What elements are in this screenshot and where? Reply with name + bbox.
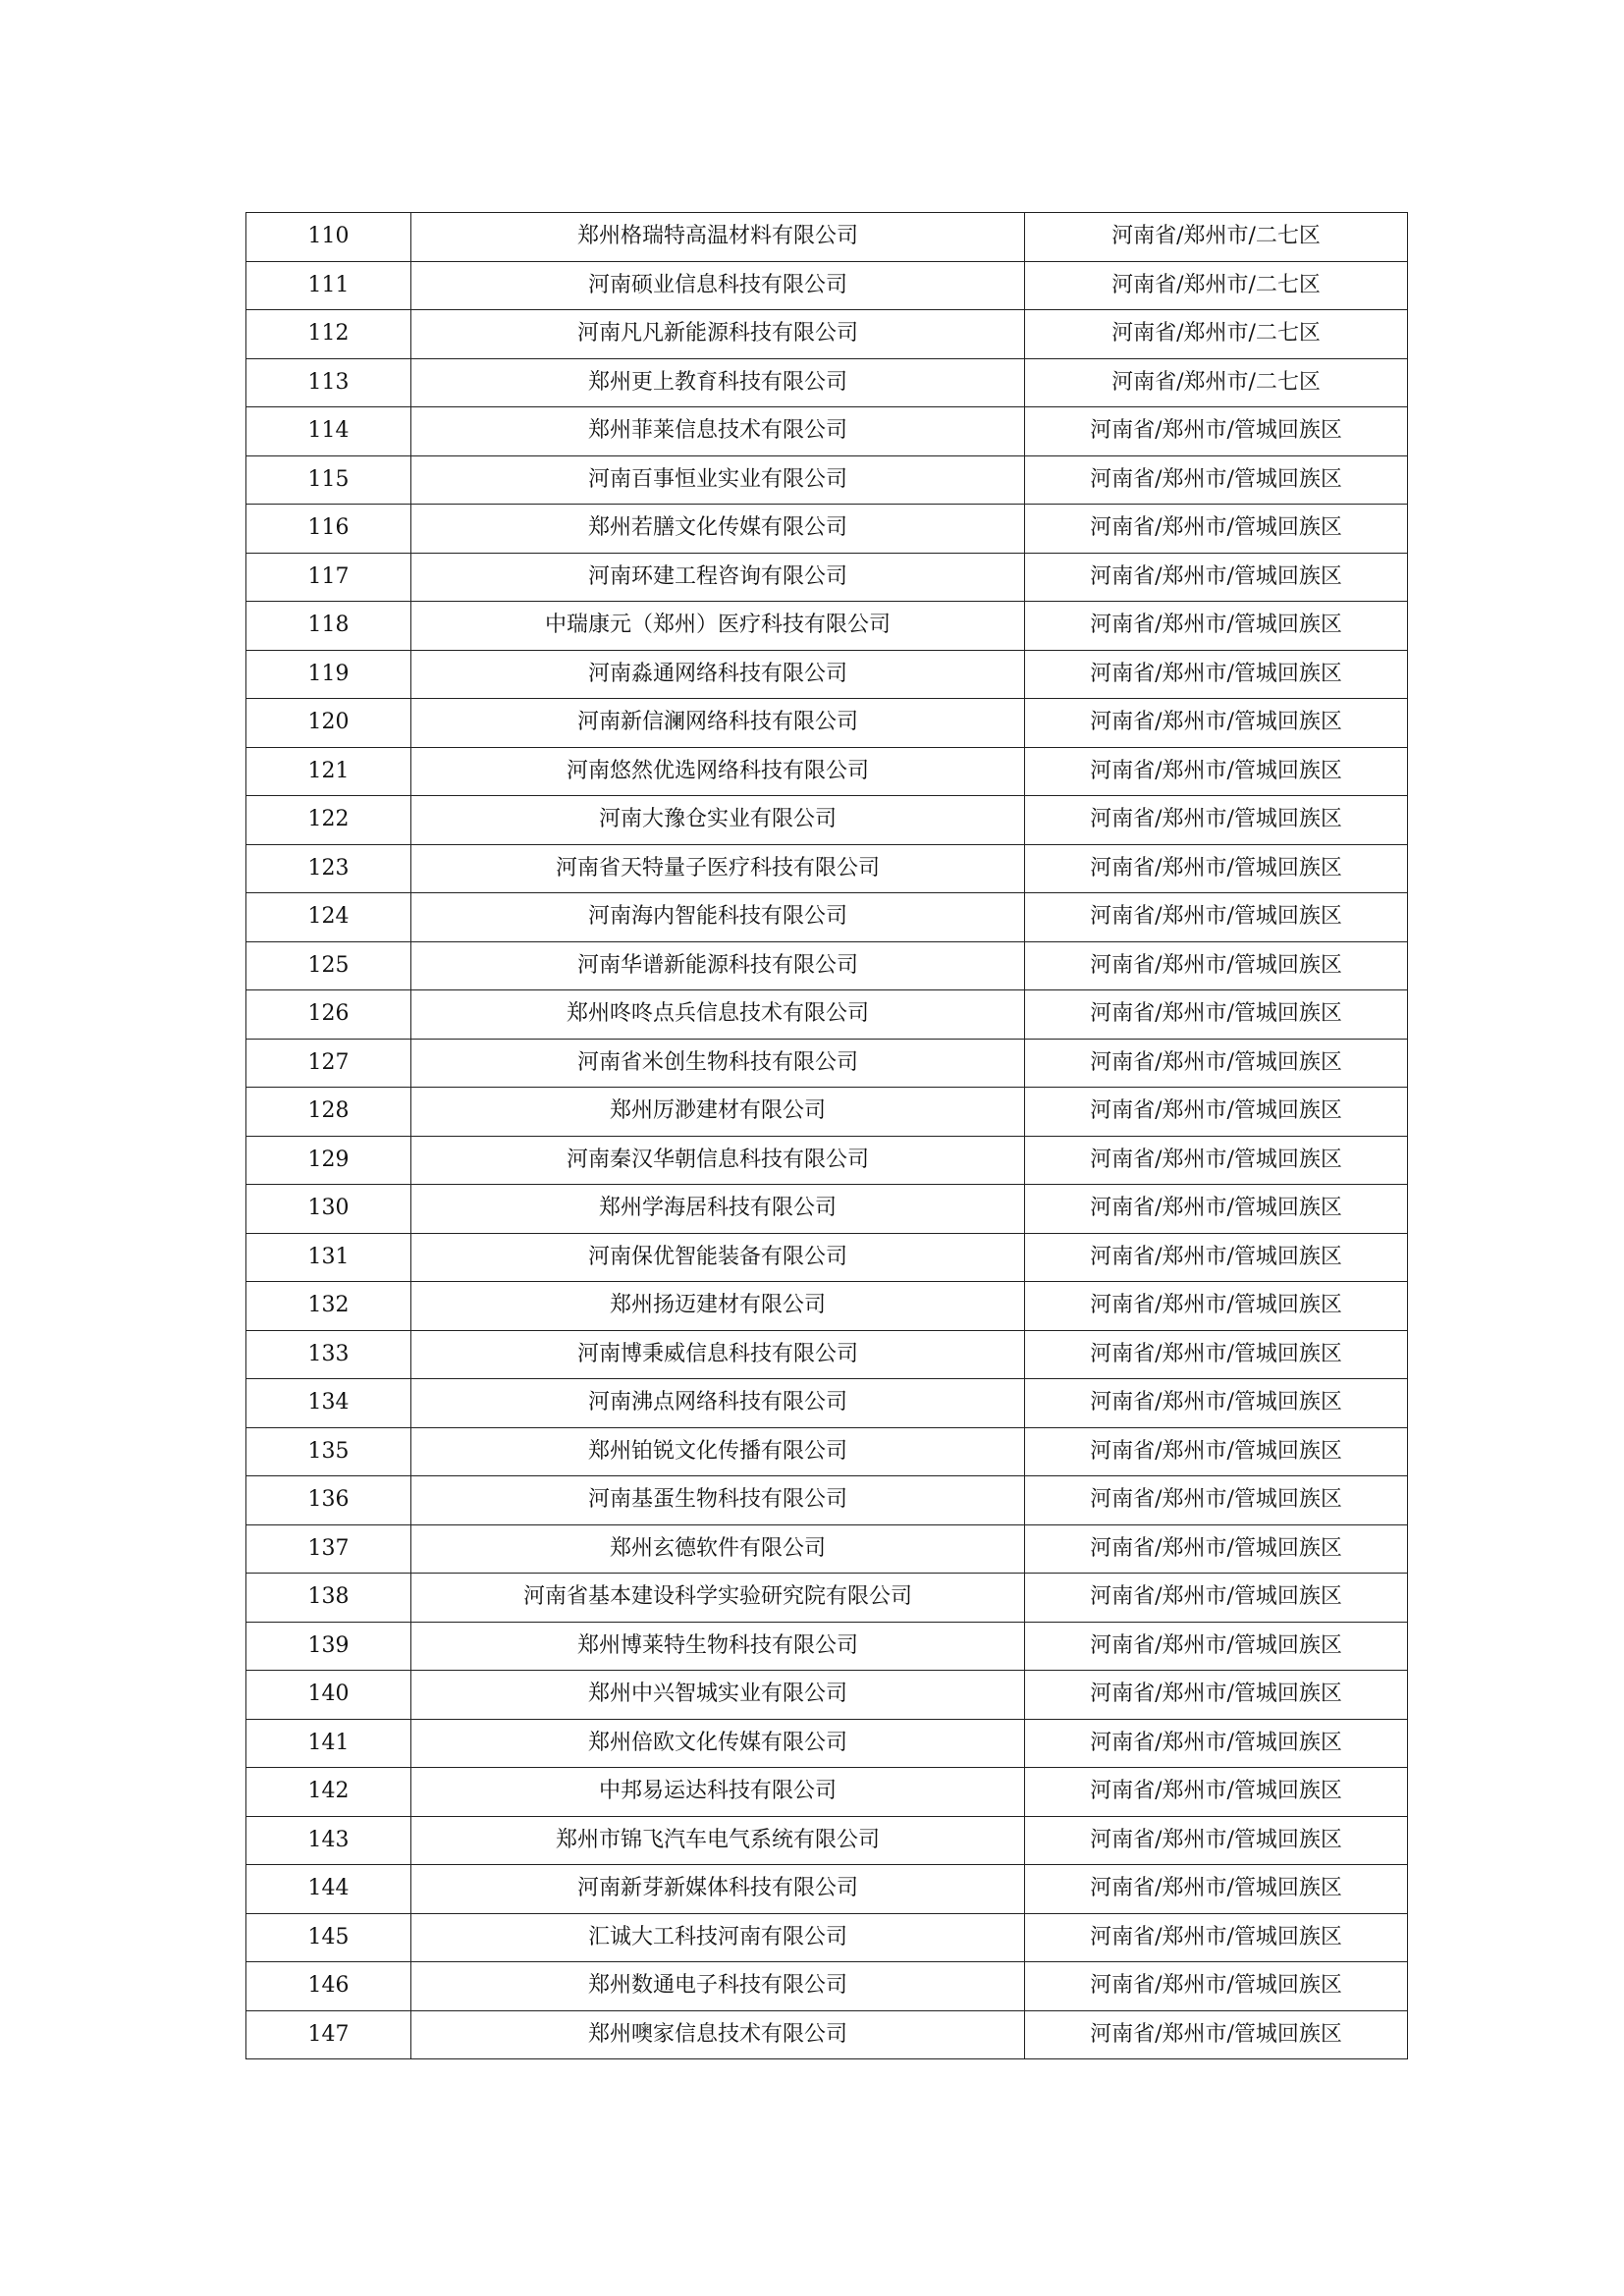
region-cell: 河南省/郑州市/管城回族区 <box>1025 747 1408 796</box>
company-name-cell: 河南省米创生物科技有限公司 <box>411 1039 1025 1088</box>
region-cell: 河南省/郑州市/管城回族区 <box>1025 1330 1408 1379</box>
row-number-cell: 127 <box>246 1039 411 1088</box>
company-name-cell: 郑州铂锐文化传播有限公司 <box>411 1427 1025 1476</box>
company-name-cell: 郑州学海居科技有限公司 <box>411 1185 1025 1234</box>
region-cell: 河南省/郑州市/二七区 <box>1025 310 1408 359</box>
table-row <box>246 699 1408 748</box>
table-row <box>246 1962 1408 2011</box>
table-row <box>246 358 1408 407</box>
row-number-cell: 143 <box>246 1816 411 1865</box>
region-cell: 河南省/郑州市/二七区 <box>1025 358 1408 407</box>
region-cell: 河南省/郑州市/管城回族区 <box>1025 650 1408 699</box>
region-cell: 河南省/郑州市/管城回族区 <box>1025 1962 1408 2011</box>
company-name-cell: 郑州菲莱信息技术有限公司 <box>411 407 1025 456</box>
company-name-cell: 郑州扬迈建材有限公司 <box>411 1282 1025 1331</box>
table-row <box>246 1719 1408 1768</box>
table-row <box>246 1865 1408 1914</box>
row-number-cell: 123 <box>246 844 411 893</box>
region-cell: 河南省/郑州市/管城回族区 <box>1025 553 1408 602</box>
row-number-cell: 139 <box>246 1622 411 1671</box>
region-cell: 河南省/郑州市/管城回族区 <box>1025 1476 1408 1525</box>
company-name-cell: 河南淼通网络科技有限公司 <box>411 650 1025 699</box>
company-name-cell: 郑州噢家信息技术有限公司 <box>411 2010 1025 2059</box>
row-number-cell: 115 <box>246 455 411 505</box>
region-cell: 河南省/郑州市/管城回族区 <box>1025 796 1408 845</box>
company-name-cell: 河南环建工程咨询有限公司 <box>411 553 1025 602</box>
region-cell: 河南省/郑州市/管城回族区 <box>1025 407 1408 456</box>
region-cell: 河南省/郑州市/管城回族区 <box>1025 1185 1408 1234</box>
region-cell: 河南省/郑州市/二七区 <box>1025 261 1408 310</box>
company-name-cell: 郑州若膳文化传媒有限公司 <box>411 505 1025 554</box>
table-row <box>246 990 1408 1040</box>
table-row <box>246 553 1408 602</box>
company-name-cell: 河南海内智能科技有限公司 <box>411 893 1025 942</box>
table-row <box>246 650 1408 699</box>
region-cell: 河南省/郑州市/二七区 <box>1025 213 1408 262</box>
table-row <box>246 1136 1408 1185</box>
table-body <box>246 213 1408 2059</box>
row-number-cell: 129 <box>246 1136 411 1185</box>
company-name-cell: 河南省基本建设科学实验研究院有限公司 <box>411 1574 1025 1623</box>
region-cell: 河南省/郑州市/管城回族区 <box>1025 455 1408 505</box>
company-name-cell: 中邦易运达科技有限公司 <box>411 1768 1025 1817</box>
region-cell: 河南省/郑州市/管城回族区 <box>1025 1719 1408 1768</box>
row-number-cell: 121 <box>246 747 411 796</box>
table-row <box>246 1039 1408 1088</box>
company-name-cell: 郑州博莱特生物科技有限公司 <box>411 1622 1025 1671</box>
table-row <box>246 1233 1408 1282</box>
company-name-cell: 河南保优智能装备有限公司 <box>411 1233 1025 1282</box>
company-name-cell: 河南百事恒业实业有限公司 <box>411 455 1025 505</box>
table-row <box>246 2010 1408 2059</box>
row-number-cell: 120 <box>246 699 411 748</box>
region-cell: 河南省/郑州市/管城回族区 <box>1025 1379 1408 1428</box>
table-row <box>246 1622 1408 1671</box>
company-name-cell: 汇诚大工科技河南有限公司 <box>411 1913 1025 1962</box>
region-cell: 河南省/郑州市/管城回族区 <box>1025 1913 1408 1962</box>
row-number-cell: 125 <box>246 941 411 990</box>
row-number-cell: 136 <box>246 1476 411 1525</box>
table-row <box>246 1574 1408 1623</box>
company-name-cell: 河南悠然优选网络科技有限公司 <box>411 747 1025 796</box>
region-cell: 河南省/郑州市/管城回族区 <box>1025 1136 1408 1185</box>
row-number-cell: 119 <box>246 650 411 699</box>
company-name-cell: 河南华谱新能源科技有限公司 <box>411 941 1025 990</box>
row-number-cell: 122 <box>246 796 411 845</box>
table-row <box>246 1282 1408 1331</box>
row-number-cell: 114 <box>246 407 411 456</box>
row-number-cell: 133 <box>246 1330 411 1379</box>
row-number-cell: 140 <box>246 1671 411 1720</box>
table-row <box>246 1768 1408 1817</box>
company-name-cell: 郑州市锦飞汽车电气系统有限公司 <box>411 1816 1025 1865</box>
company-name-cell: 河南沸点网络科技有限公司 <box>411 1379 1025 1428</box>
table-row <box>246 796 1408 845</box>
table-row <box>246 455 1408 505</box>
row-number-cell: 147 <box>246 2010 411 2059</box>
company-name-cell: 郑州倍欧文化传媒有限公司 <box>411 1719 1025 1768</box>
table-row <box>246 1671 1408 1720</box>
company-name-cell: 河南秦汉华朝信息科技有限公司 <box>411 1136 1025 1185</box>
row-number-cell: 110 <box>246 213 411 262</box>
region-cell: 河南省/郑州市/管城回族区 <box>1025 2010 1408 2059</box>
company-name-cell: 河南硕业信息科技有限公司 <box>411 261 1025 310</box>
row-number-cell: 145 <box>246 1913 411 1962</box>
row-number-cell: 137 <box>246 1524 411 1574</box>
company-name-cell: 河南博秉威信息科技有限公司 <box>411 1330 1025 1379</box>
region-cell: 河南省/郑州市/管城回族区 <box>1025 1088 1408 1137</box>
table-row <box>246 1379 1408 1428</box>
row-number-cell: 113 <box>246 358 411 407</box>
table-row <box>246 747 1408 796</box>
table-row <box>246 1088 1408 1137</box>
row-number-cell: 135 <box>246 1427 411 1476</box>
table-row <box>246 261 1408 310</box>
row-number-cell: 126 <box>246 990 411 1040</box>
row-number-cell: 128 <box>246 1088 411 1137</box>
region-cell: 河南省/郑州市/管城回族区 <box>1025 602 1408 651</box>
region-cell: 河南省/郑州市/管城回族区 <box>1025 1524 1408 1574</box>
region-cell: 河南省/郑州市/管城回族区 <box>1025 990 1408 1040</box>
table-row <box>246 844 1408 893</box>
row-number-cell: 130 <box>246 1185 411 1234</box>
region-cell: 河南省/郑州市/管城回族区 <box>1025 1233 1408 1282</box>
company-name-cell: 郑州更上教育科技有限公司 <box>411 358 1025 407</box>
region-cell: 河南省/郑州市/管城回族区 <box>1025 1574 1408 1623</box>
region-cell: 河南省/郑州市/管城回族区 <box>1025 1622 1408 1671</box>
region-cell: 河南省/郑州市/管城回族区 <box>1025 1671 1408 1720</box>
company-name-cell: 郑州厉渺建材有限公司 <box>411 1088 1025 1137</box>
row-number-cell: 116 <box>246 505 411 554</box>
company-name-cell: 河南大豫仓实业有限公司 <box>411 796 1025 845</box>
company-name-cell: 河南新信澜网络科技有限公司 <box>411 699 1025 748</box>
row-number-cell: 141 <box>246 1719 411 1768</box>
company-name-cell: 郑州格瑞特高温材料有限公司 <box>411 213 1025 262</box>
table-row <box>246 407 1408 456</box>
row-number-cell: 142 <box>246 1768 411 1817</box>
company-name-cell: 河南省天特量子医疗科技有限公司 <box>411 844 1025 893</box>
row-number-cell: 132 <box>246 1282 411 1331</box>
company-name-cell: 河南新芽新媒体科技有限公司 <box>411 1865 1025 1914</box>
table-row <box>246 213 1408 262</box>
region-cell: 河南省/郑州市/管城回族区 <box>1025 844 1408 893</box>
company-name-cell: 郑州数通电子科技有限公司 <box>411 1962 1025 2011</box>
row-number-cell: 134 <box>246 1379 411 1428</box>
table-row <box>246 1427 1408 1476</box>
table-row <box>246 1185 1408 1234</box>
company-name-cell: 郑州玄德软件有限公司 <box>411 1524 1025 1574</box>
region-cell: 河南省/郑州市/管城回族区 <box>1025 1427 1408 1476</box>
company-name-cell: 河南凡凡新能源科技有限公司 <box>411 310 1025 359</box>
row-number-cell: 146 <box>246 1962 411 2011</box>
company-name-cell: 郑州中兴智城实业有限公司 <box>411 1671 1025 1720</box>
table-row <box>246 1913 1408 1962</box>
row-number-cell: 144 <box>246 1865 411 1914</box>
region-cell: 河南省/郑州市/管城回族区 <box>1025 1865 1408 1914</box>
region-cell: 河南省/郑州市/管城回族区 <box>1025 505 1408 554</box>
company-name-cell: 河南基蛋生物科技有限公司 <box>411 1476 1025 1525</box>
company-name-cell: 郑州咚咚点兵信息技术有限公司 <box>411 990 1025 1040</box>
row-number-cell: 111 <box>246 261 411 310</box>
row-number-cell: 117 <box>246 553 411 602</box>
table-row <box>246 602 1408 651</box>
table-row <box>246 1816 1408 1865</box>
region-cell: 河南省/郑州市/管城回族区 <box>1025 893 1408 942</box>
region-cell: 河南省/郑州市/管城回族区 <box>1025 941 1408 990</box>
company-name-cell: 中瑞康元（郑州）医疗科技有限公司 <box>411 602 1025 651</box>
table-row <box>246 893 1408 942</box>
region-cell: 河南省/郑州市/管城回族区 <box>1025 1816 1408 1865</box>
row-number-cell: 118 <box>246 602 411 651</box>
region-cell: 河南省/郑州市/管城回族区 <box>1025 1768 1408 1817</box>
company-list-table <box>245 212 1408 2059</box>
table-row <box>246 310 1408 359</box>
table-row <box>246 505 1408 554</box>
table-row <box>246 1524 1408 1574</box>
row-number-cell: 138 <box>246 1574 411 1623</box>
row-number-cell: 131 <box>246 1233 411 1282</box>
region-cell: 河南省/郑州市/管城回族区 <box>1025 1282 1408 1331</box>
row-number-cell: 112 <box>246 310 411 359</box>
row-number-cell: 124 <box>246 893 411 942</box>
region-cell: 河南省/郑州市/管城回族区 <box>1025 1039 1408 1088</box>
table-row <box>246 1330 1408 1379</box>
table-row <box>246 1476 1408 1525</box>
region-cell: 河南省/郑州市/管城回族区 <box>1025 699 1408 748</box>
table-row <box>246 941 1408 990</box>
